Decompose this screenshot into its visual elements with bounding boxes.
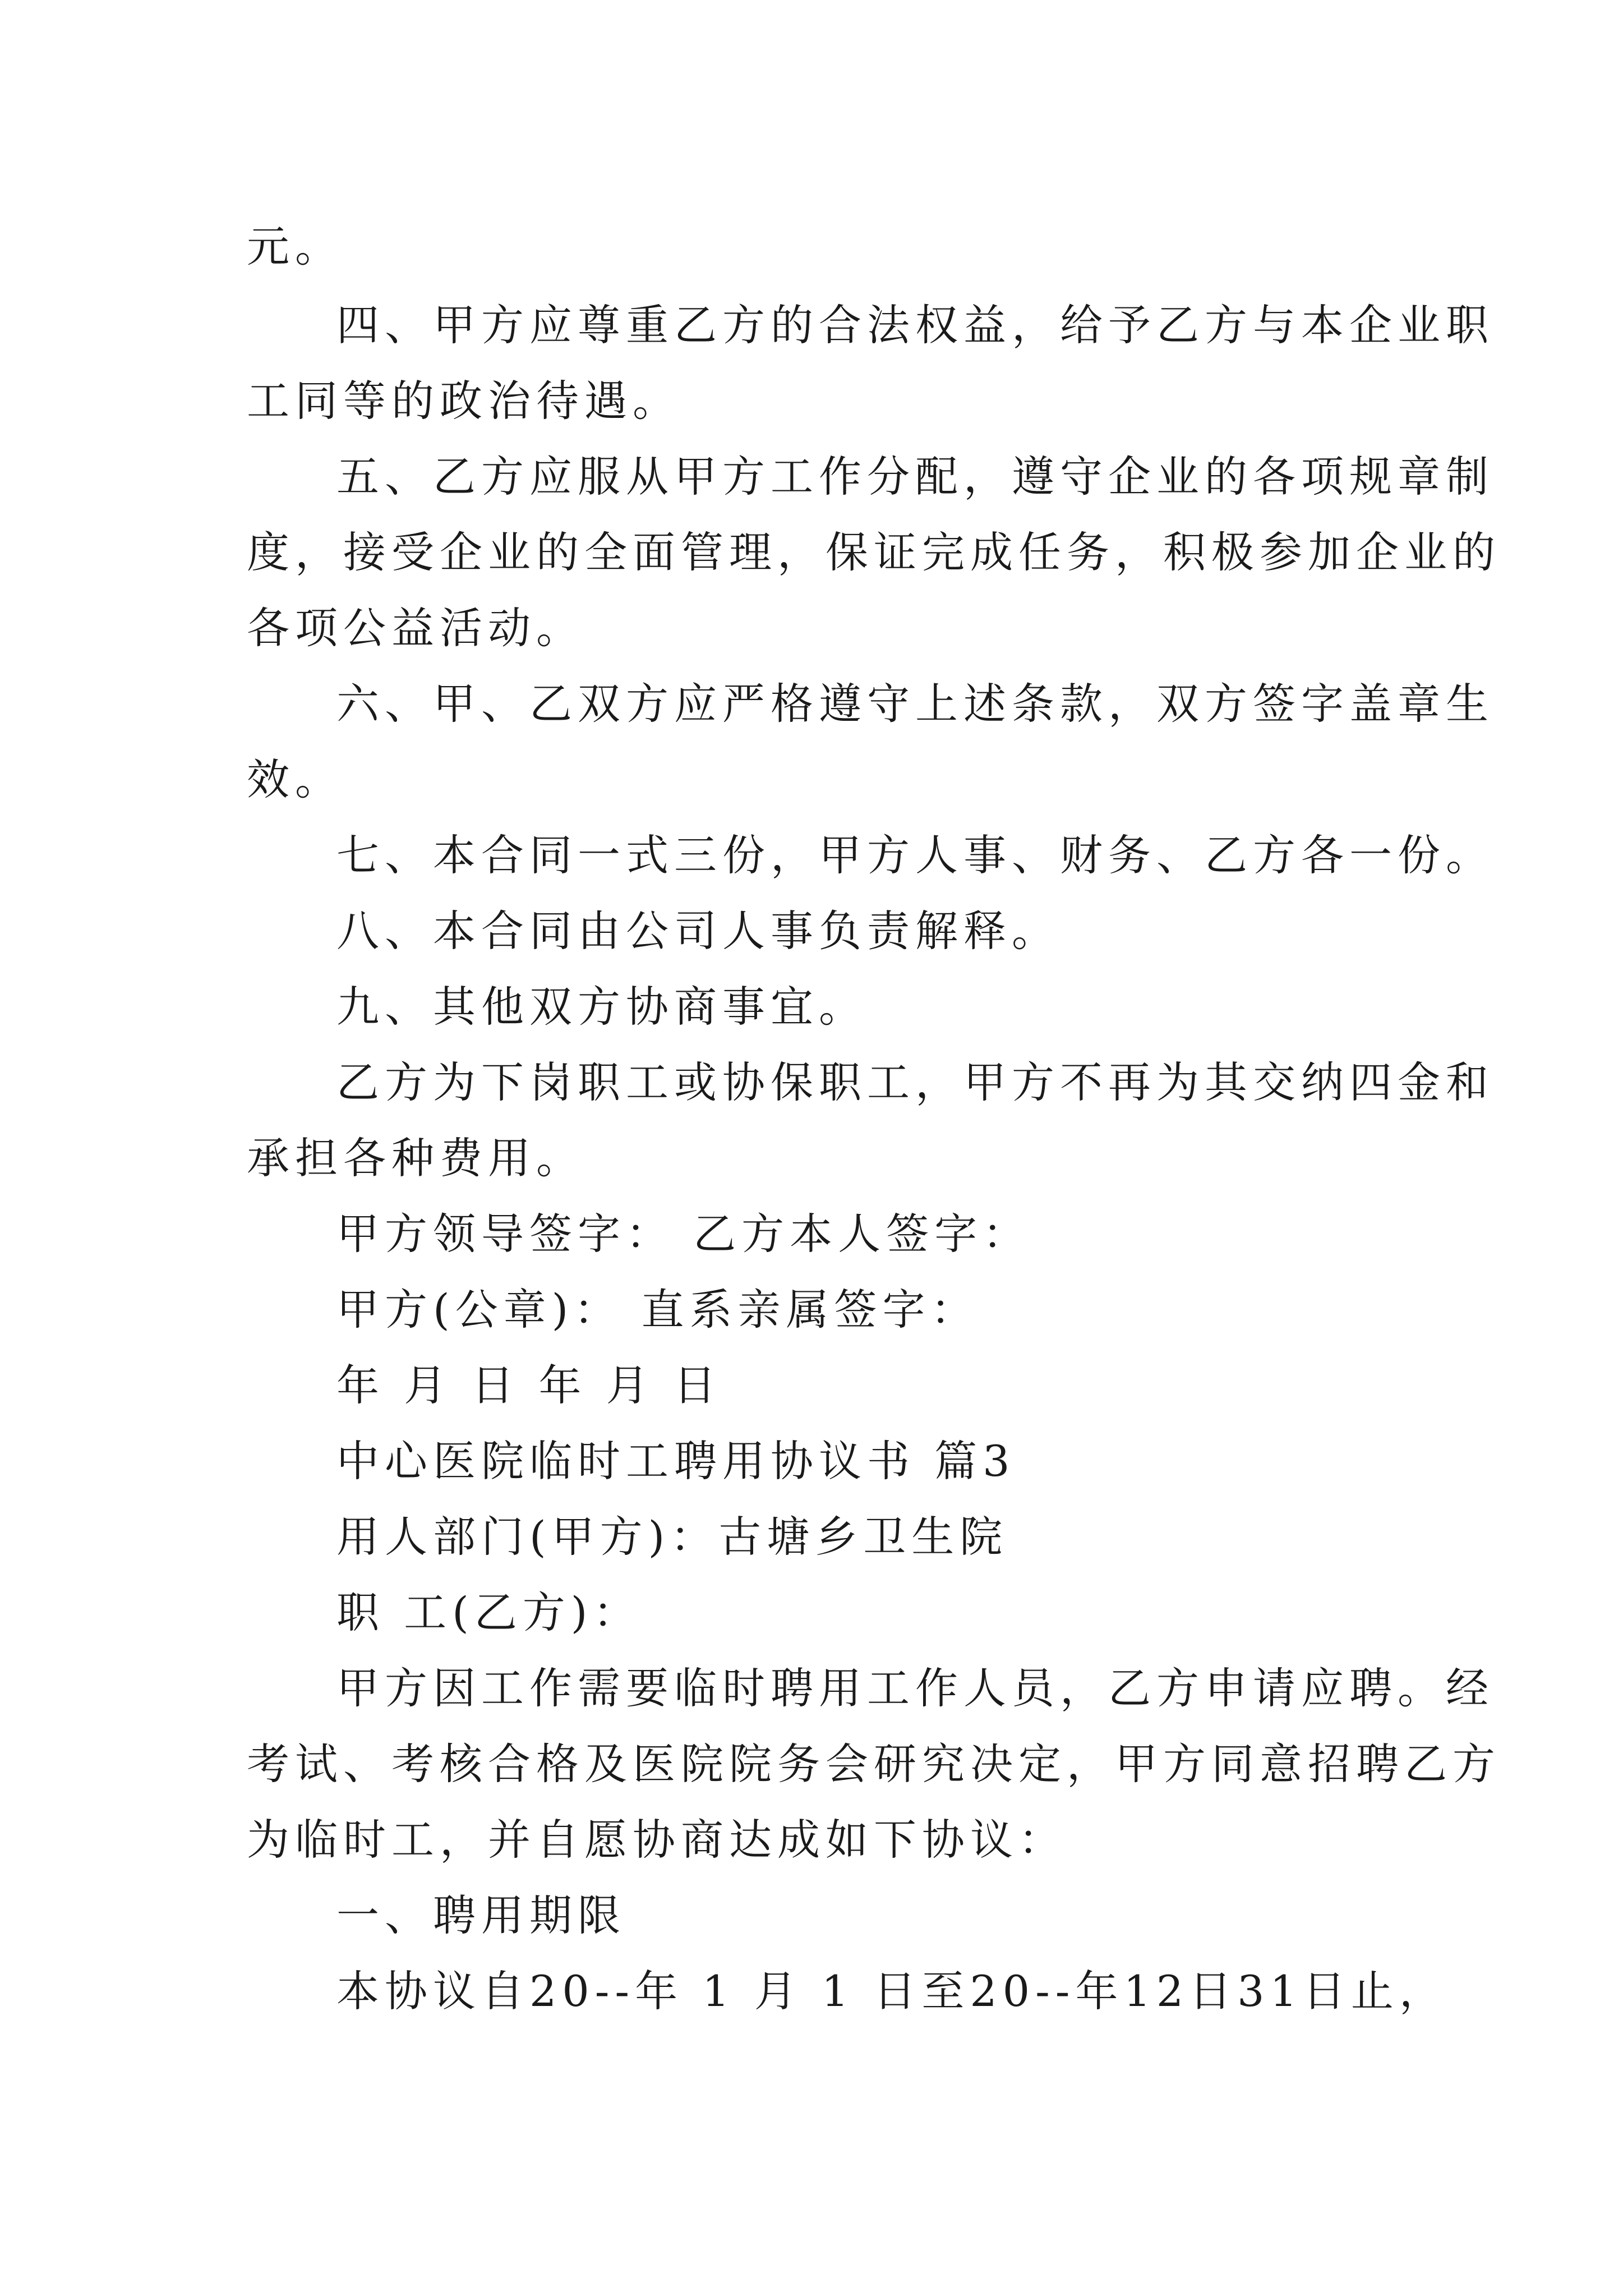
text-line: 八、本合同由公司人事负责解释。 xyxy=(336,906,1060,956)
text-line: 用人部门(甲方)：古塘乡卫生院 xyxy=(336,1512,1008,1562)
text-line: 各项公益活动。 xyxy=(247,603,584,653)
text-line: 为临时工，并自愿协商达成如下协议： xyxy=(247,1815,1067,1865)
section-heading: 中心医院临时工聘用协议书 篇3 xyxy=(336,1436,1016,1486)
signature-line: 甲方(公章)： 直系亲属签字： xyxy=(336,1285,979,1335)
text-line: 七、本合同一式三份，甲方人事、财务、乙方各一份。 xyxy=(336,830,1494,880)
text-line: 五、乙方应服从甲方工作分配，遵守企业的各项规章制 xyxy=(336,452,1494,501)
text-line: 四、甲方应尊重乙方的合法权益，给予乙方与本企业职 xyxy=(336,300,1494,350)
text-line: 九、其他双方协商事宜。 xyxy=(336,982,867,1032)
text-line: 六、甲、乙双方应严格遵守上述条款，双方签字盖章生 xyxy=(336,679,1494,729)
text-line: 甲方因工作需要临时聘用工作人员，乙方申请应聘。经 xyxy=(336,1663,1494,1713)
clause-heading: 一、聘用期限 xyxy=(336,1890,626,1940)
text-line: 效。 xyxy=(247,754,343,804)
text-line: 考试、考核合格及医院院务会研究决定，甲方同意招聘乙方 xyxy=(247,1739,1501,1789)
signature-line: 甲方领导签字： 乙方本人签字： xyxy=(336,1209,1031,1259)
text-line: 度，接受企业的全面管理，保证完成任务，积极参加企业的 xyxy=(247,527,1501,577)
text-line: 承担各种费用。 xyxy=(247,1133,584,1183)
text-line: 本协议自20--年 1 月 1 日至20--年12日31日止， xyxy=(336,1966,1447,2016)
text-line: 元。 xyxy=(247,222,343,272)
text-line: 乙方为下岗职工或协保职工，甲方不再为其交纳四金和 xyxy=(336,1057,1494,1107)
text-line: 工同等的政治待遇。 xyxy=(247,376,681,426)
date-line: 年 月 日 年 月 日 xyxy=(336,1360,722,1410)
text-line: 职 工(乙方)： xyxy=(336,1588,642,1637)
